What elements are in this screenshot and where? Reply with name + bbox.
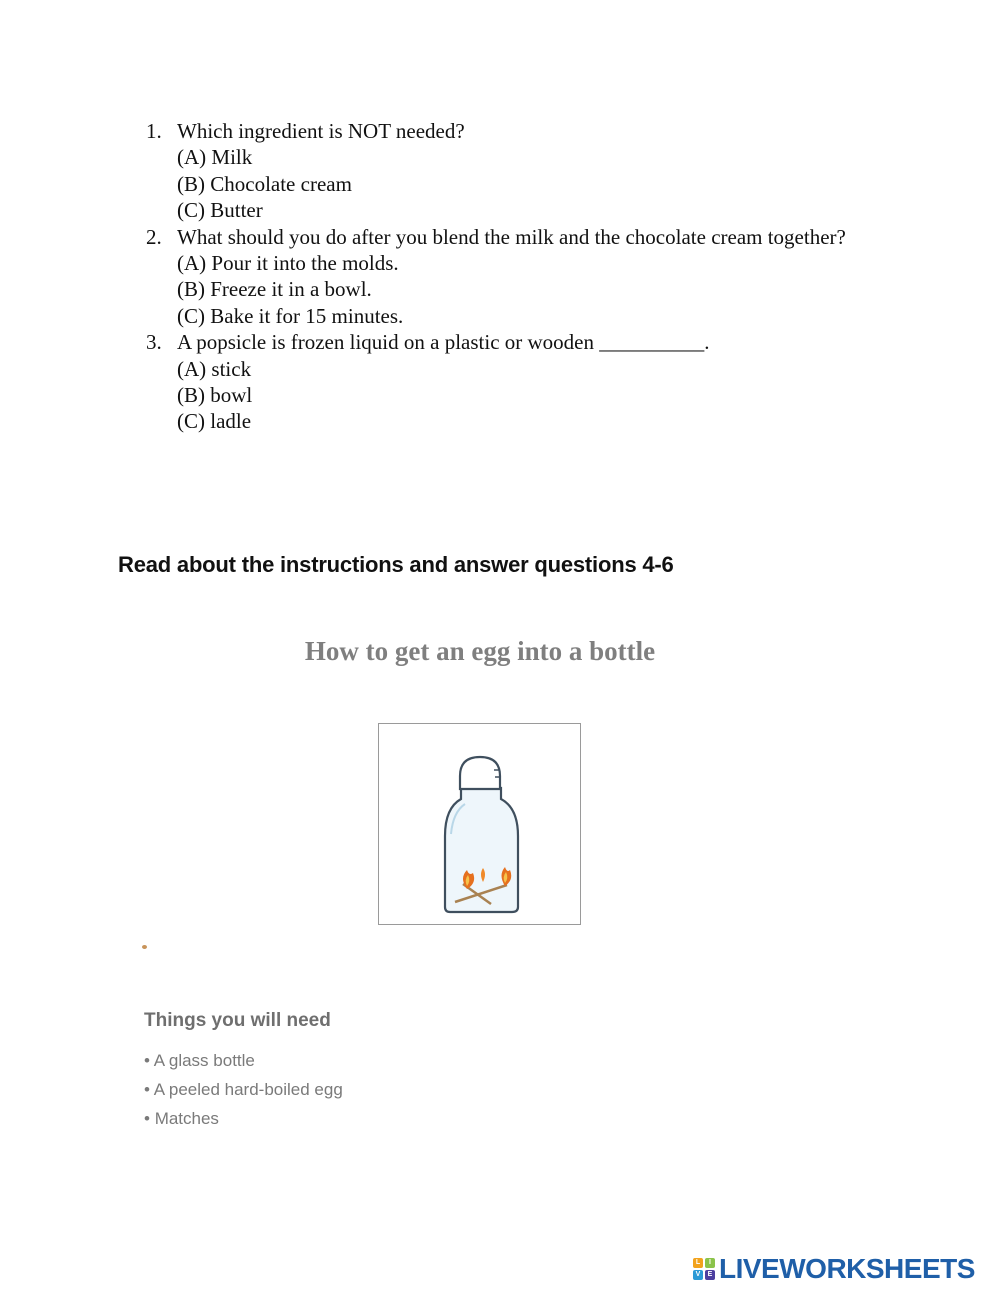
answer-option: (B) Chocolate cream xyxy=(177,171,352,196)
section-heading: Read about the instructions and answer questions 4-6 xyxy=(118,552,674,577)
answer-option: (A) Pour it into the molds. xyxy=(177,251,399,276)
logo-mark-icon xyxy=(693,1258,715,1280)
answer-option: (C) Butter xyxy=(177,198,263,223)
question-1 xyxy=(146,118,866,224)
answer-option: (B) bowl xyxy=(177,383,253,408)
question-text: What should you do after you blend the milk and the chocolate cream together? xyxy=(177,224,846,249)
logo-tile: E xyxy=(705,1270,715,1280)
things-needed-section xyxy=(144,1010,343,1133)
decorative-speck xyxy=(142,945,147,949)
logo-tile: V xyxy=(693,1270,703,1280)
list-item: • A glass bottle xyxy=(144,1046,343,1075)
things-needed-list xyxy=(144,1046,343,1133)
question-number: 3. xyxy=(146,330,162,355)
answer-option: (B) Freeze it in a bowl. xyxy=(177,277,372,302)
egg-icon xyxy=(460,757,500,789)
answer-option: (C) ladle xyxy=(177,409,252,434)
question-text: A popsicle is frozen liquid on a plastic or wooden __________. xyxy=(177,330,710,355)
question-text: Which ingredient is NOT needed? xyxy=(177,119,465,143)
question-number: 1. xyxy=(146,119,162,143)
logo-text: LIVEWORKSHEETS xyxy=(719,1253,975,1284)
illustration-frame xyxy=(378,723,581,925)
egg-bottle-icon xyxy=(379,724,580,924)
list-item: • Matches xyxy=(144,1104,343,1133)
list-item: • A peeled hard-boiled egg xyxy=(144,1075,343,1104)
question-number: 2. xyxy=(146,224,162,249)
logo-tile: L xyxy=(693,1258,703,1268)
liveworksheets-logo[interactable] xyxy=(693,1254,975,1284)
answer-option: (A) Milk xyxy=(177,145,253,170)
answer-option: (A) stick xyxy=(177,356,252,381)
question-3 xyxy=(146,329,866,435)
question-2 xyxy=(146,224,866,330)
logo-tile: I xyxy=(705,1258,715,1268)
things-needed-title: Things you will need xyxy=(144,1010,331,1031)
question-list xyxy=(146,118,866,435)
image-title: How to get an egg into a bottle xyxy=(304,636,656,666)
answer-option: (C) Bake it for 15 minutes. xyxy=(177,303,404,328)
